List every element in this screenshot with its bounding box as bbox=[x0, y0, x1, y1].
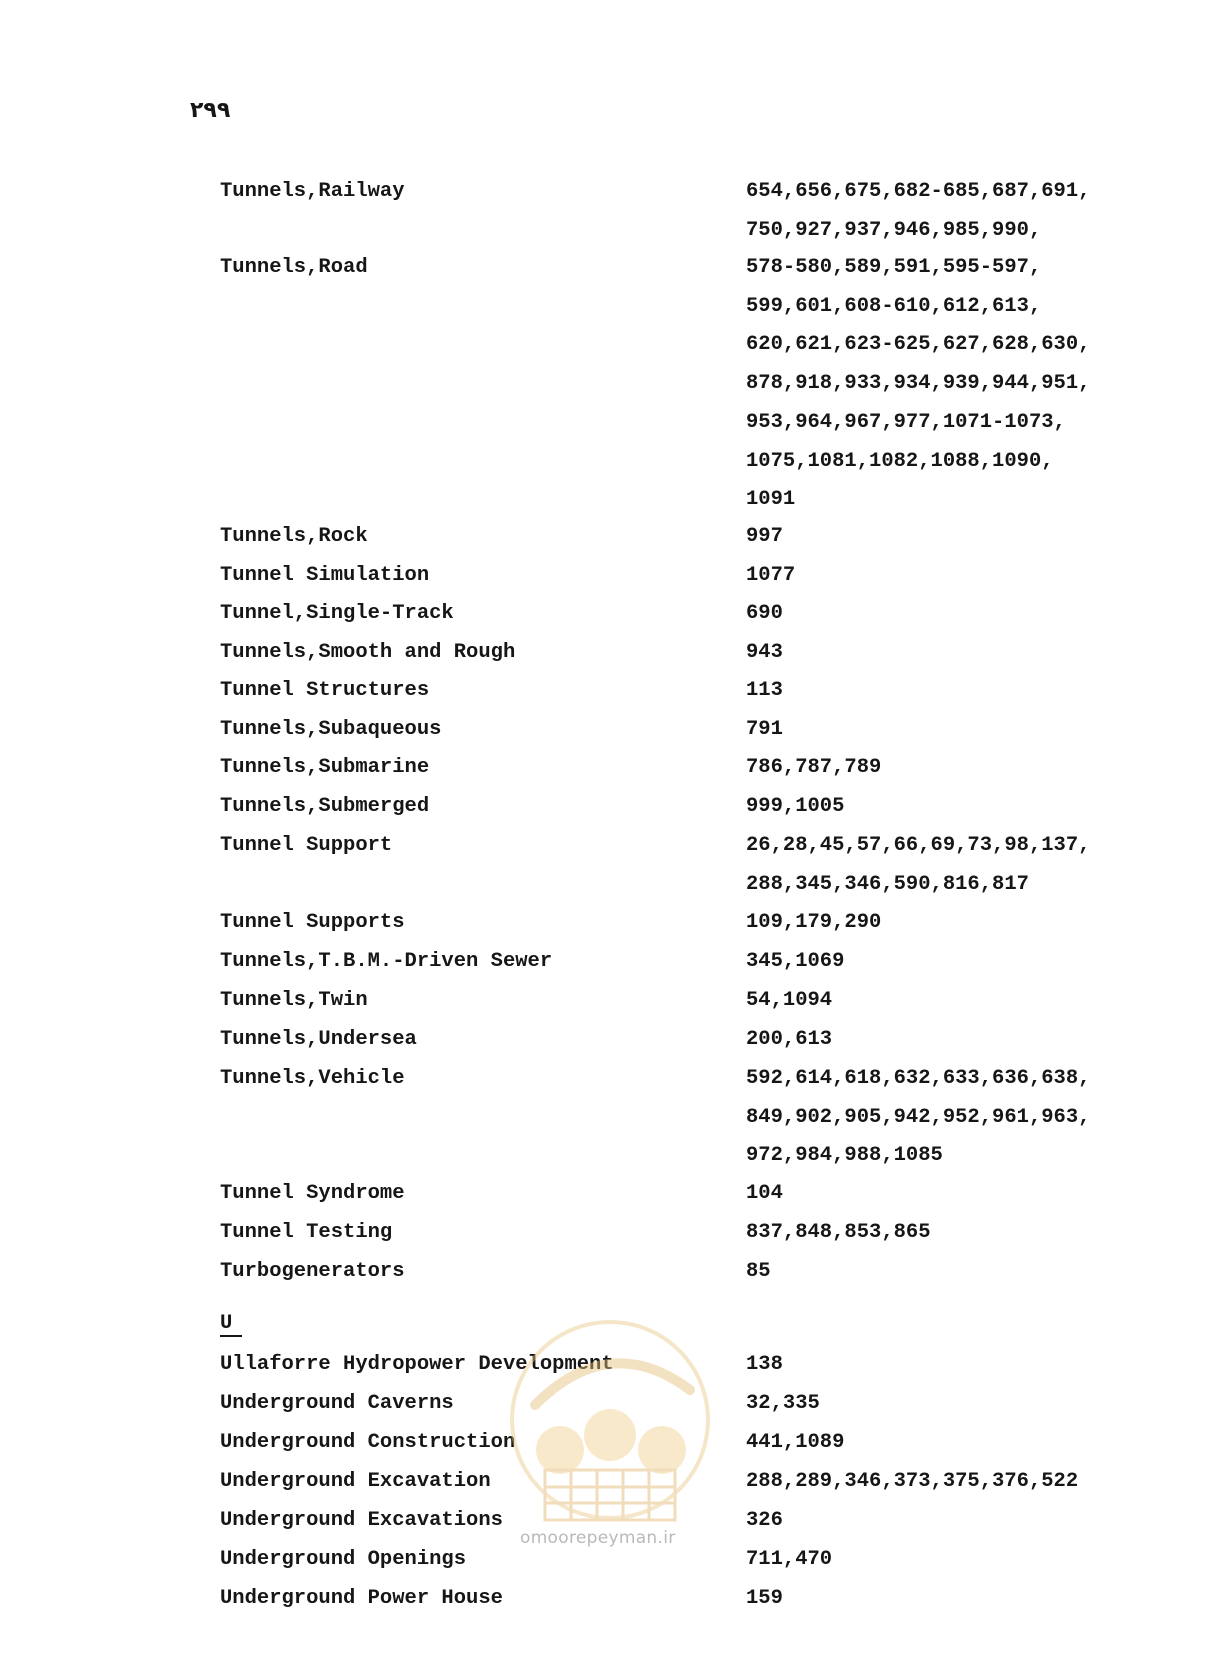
index-pages bbox=[746, 1541, 1176, 1580]
page-refs-line: 26,28,45,57,66,69,73,98,137, bbox=[746, 834, 1091, 857]
page-refs-line: 441,1089 bbox=[746, 1431, 845, 1454]
index-term: Tunnel Support bbox=[220, 834, 393, 857]
index-pages bbox=[746, 1253, 1176, 1292]
page-refs-line: 690 bbox=[746, 602, 783, 625]
index-pages bbox=[746, 788, 1176, 827]
index-term: Tunnels,Road bbox=[220, 256, 368, 279]
index-pages bbox=[746, 1346, 1176, 1385]
index-pages bbox=[746, 1502, 1176, 1541]
page-refs-line: 711,470 bbox=[746, 1548, 833, 1571]
index-pages bbox=[746, 827, 1176, 904]
index-pages bbox=[746, 518, 1176, 557]
page-refs-line: 1075,1081,1082,1088,1090, bbox=[746, 449, 1054, 473]
index-term: Underground Excavations bbox=[220, 1509, 503, 1532]
page-refs-line: 999,1005 bbox=[746, 795, 845, 818]
index-term: Underground Openings bbox=[220, 1548, 467, 1571]
index-term: Tunnel Simulation bbox=[220, 564, 430, 587]
page-refs-line: 200,613 bbox=[746, 1028, 833, 1051]
index-term: Tunnels,T.B.M.-Driven Sewer bbox=[220, 950, 553, 973]
index-pages bbox=[746, 1424, 1176, 1463]
page-refs-line: 109,179,290 bbox=[746, 911, 882, 934]
index-term: Tunnel Structures bbox=[220, 679, 430, 702]
index-term: Tunnels,Submarine bbox=[220, 756, 430, 779]
index-pages bbox=[746, 672, 1176, 711]
page-refs-line: 1077 bbox=[746, 564, 796, 587]
index-term: Tunnels,Submerged bbox=[220, 795, 430, 818]
page-refs-line: 288,289,346,373,375,376,522 bbox=[746, 1470, 1079, 1493]
page-refs-line: 159 bbox=[746, 1587, 783, 1610]
page-refs-line: 104 bbox=[746, 1182, 783, 1205]
index-term: Tunnels,Twin bbox=[220, 989, 368, 1012]
index-pages bbox=[746, 595, 1176, 634]
index-pages bbox=[746, 711, 1176, 750]
index-pages bbox=[746, 982, 1176, 1021]
page-refs-line: 972,984,988,1085 bbox=[746, 1144, 943, 1168]
index-term: Tunnels,Subaqueous bbox=[220, 718, 442, 741]
index-pages bbox=[746, 1385, 1176, 1424]
page-refs-line: 326 bbox=[746, 1509, 783, 1532]
page-refs-line: 791 bbox=[746, 718, 783, 741]
page-refs-line: 345,1069 bbox=[746, 950, 845, 973]
index-pages bbox=[746, 249, 1176, 520]
page-refs-line: 837,848,853,865 bbox=[746, 1221, 931, 1244]
index-term: Tunnels,Undersea bbox=[220, 1028, 417, 1051]
index-pages bbox=[746, 1021, 1176, 1060]
section-letter: U bbox=[220, 1313, 242, 1337]
page-refs-line: 654,656,675,682-685,687,691, bbox=[746, 180, 1091, 203]
page-refs-line: 849,902,905,942,952,961,963, bbox=[746, 1105, 1091, 1129]
page-refs-line: 620,621,623-625,627,628,630, bbox=[746, 333, 1091, 357]
index-term: Tunnels,Smooth and Rough bbox=[220, 641, 516, 664]
page-refs-line: 997 bbox=[746, 525, 783, 548]
page-refs-line: 578-580,589,591,595-597, bbox=[746, 256, 1042, 279]
index-pages bbox=[746, 1175, 1176, 1214]
page-refs-line: 599,601,608-610,612,613, bbox=[746, 294, 1042, 318]
index-term: Tunnel Syndrome bbox=[220, 1182, 405, 1205]
index-term: Tunnels,Railway bbox=[220, 180, 405, 203]
index-term: Underground Power House bbox=[220, 1587, 503, 1610]
page-refs-line: 138 bbox=[746, 1353, 783, 1376]
index-term: Tunnels,Vehicle bbox=[220, 1067, 405, 1090]
index-pages bbox=[746, 943, 1176, 982]
index-term: Tunnel Supports bbox=[220, 911, 405, 934]
page-refs-line: 54,1094 bbox=[746, 989, 833, 1012]
index-pages bbox=[746, 1214, 1176, 1253]
index-term: Underground Caverns bbox=[220, 1392, 454, 1415]
index-term: Tunnels,Rock bbox=[220, 525, 368, 548]
page-refs-line: 113 bbox=[746, 679, 783, 702]
index-pages bbox=[746, 1060, 1176, 1176]
index-pages bbox=[746, 634, 1176, 673]
index-term: Underground Excavation bbox=[220, 1470, 491, 1493]
index-term: Tunnel,Single-Track bbox=[220, 602, 454, 625]
page-refs-line: 1091 bbox=[746, 488, 796, 512]
index-pages bbox=[746, 173, 1176, 250]
index-pages bbox=[746, 557, 1176, 596]
index-pages bbox=[746, 904, 1176, 943]
page-number: ۲۹۹ bbox=[190, 98, 231, 123]
page-refs-line: 32,335 bbox=[746, 1392, 820, 1415]
index-term: Tunnel Testing bbox=[220, 1221, 393, 1244]
page-refs-line: 750,927,937,946,985,990, bbox=[746, 218, 1042, 242]
page-refs-line: 288,345,346,590,816,817 bbox=[746, 872, 1029, 896]
index-term: Turbogenerators bbox=[220, 1260, 405, 1283]
page-refs-line: 786,787,789 bbox=[746, 756, 882, 779]
index-pages bbox=[746, 1463, 1176, 1502]
page-refs-line: 953,964,967,977,1071-1073, bbox=[746, 410, 1066, 434]
page-refs-line: 592,614,618,632,633,636,638, bbox=[746, 1067, 1091, 1090]
page-refs-line: 85 bbox=[746, 1260, 771, 1283]
watermark-url: omoorepeyman.ir bbox=[520, 1528, 676, 1548]
index-term: Ullaforre Hydropower Development bbox=[220, 1353, 614, 1376]
page-refs-line: 878,918,933,934,939,944,951, bbox=[746, 372, 1091, 396]
index-pages bbox=[746, 749, 1176, 788]
index-pages bbox=[746, 1580, 1176, 1619]
page-refs-line: 943 bbox=[746, 641, 783, 664]
index-term: Underground Construction bbox=[220, 1431, 516, 1454]
